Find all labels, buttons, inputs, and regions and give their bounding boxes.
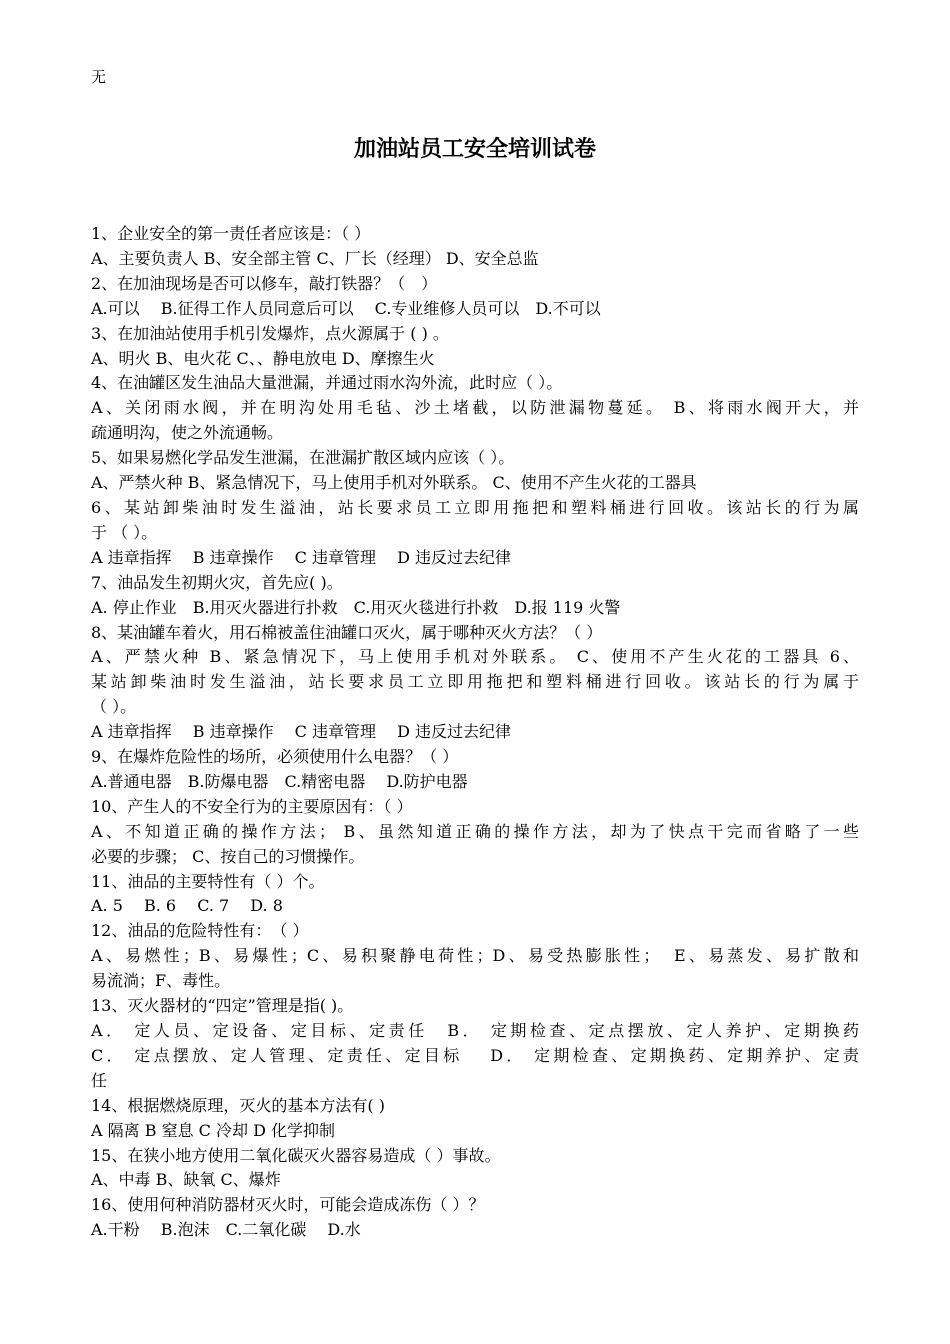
exam-line: A、严禁火种 B、紧急情况下，马上使用手机对外联系。 C、使用不产生火花的工器具 — [91, 473, 697, 493]
exam-line: 易流淌；F、毒性。 — [91, 971, 231, 991]
exam-line: 14、根据燃烧原理，灭火的基本方法有( ) — [91, 1095, 385, 1115]
exam-line: A、不知道正确的操作方法； B、虽然知道正确的操作方法，却为了快点干完而省略了一些 — [91, 821, 859, 841]
exam-line: 于 （ ）。 — [91, 522, 158, 542]
exam-line: 某站卸柴油时发生溢油，站长要求员工立即用拖把和塑料桶进行回收。该站长的行为属于 — [91, 672, 859, 692]
exam-line: 7、油品发生初期火灾，首先应( )。 — [91, 572, 343, 592]
page-title: 加油站员工安全培训试卷 — [353, 136, 596, 162]
exam-line: A、易燃性；B、易爆性；C、易积聚静电荷性；D、易受热膨胀性； E、易蒸发、易扩散和 — [91, 946, 859, 966]
exam-line: A. 5 B. 6 C. 7 D. 8 — [91, 896, 283, 916]
exam-line: 2、在加油现场是否可以修车，敲打铁器？（ ） — [91, 273, 438, 293]
exam-line: 9、在爆炸危险性的场所，必须使用什么电器？（ ） — [91, 747, 459, 767]
exam-line: 4、在油罐区发生油品大量泄漏，并通过雨水沟外流，此时应（ ）。 — [91, 373, 563, 393]
exam-line: 5、如果易燃化学品发生泄漏，在泄漏扩散区域内应该（ ）。 — [91, 448, 515, 468]
exam-line: 必要的步骤； C、按自己的习惯操作。 — [91, 846, 365, 866]
exam-line: A 隔离 B 窒息 C 冷却 D 化学抑制 — [91, 1120, 335, 1140]
exam-line: A.干粉 B.泡沫 C.二氧化碳 D.水 — [91, 1220, 361, 1240]
exam-line: A 违章指挥 B 违章操作 C 违章管理 D 违反过去纪律 — [91, 547, 511, 567]
exam-line: A.普通电器 B.防爆电器 C.精密电器 D.防护电器 — [91, 771, 468, 791]
exam-line: 11、油品的主要特性有（ ）个。 — [91, 871, 325, 891]
exam-line: 10、产生人的不安全行为的主要原因有：（ ） — [91, 796, 413, 816]
exam-line: A、明火 B、电火花 C、、静电放电 D、摩擦生火 — [91, 348, 435, 368]
exam-line: A、中毒 B、缺氧 C、爆炸 — [91, 1170, 281, 1190]
exam-line: A． 定人员、定设备、定目标、定责任 B． 定期检查、定点摆放、定人养护、定期换药 — [91, 1021, 859, 1040]
exam-line: A、主要负责人 B、安全部主管 C、厂长（经理） D、安全总监 — [91, 248, 539, 268]
exam-body — [91, 222, 859, 1243]
exam-line: 3、在加油站使用手机引发爆炸，点火源属于 ( ) 。 — [91, 323, 449, 343]
exam-line: 16、使用何种消防器材灭火时，可能会造成冻伤（ ）？ — [91, 1195, 485, 1215]
header-mark: 无 — [91, 68, 107, 86]
exam-line: C． 定点摆放、定人管理、定责任、定目标 D． 定期检查、定期换药、定期养护、定责 — [91, 1045, 859, 1065]
exam-line: A.可以 B.征得工作人员同意后可以 C.专业维修人员可以 D.不可以 — [91, 298, 601, 318]
exam-line: 8、某油罐车着火，用石棉被盖住油罐口灭火，属于哪种灭火方法？（ ） — [91, 622, 603, 642]
exam-line: A、严禁火种 B、紧急情况下，马上使用手机对外联系。 C、使用不产生火花的工器具 6、 — [91, 647, 859, 667]
exam-line: A. 停止作业 B.用灭火器进行扑救 C.用灭火毯进行扑救 D.报 119 火警 — [91, 597, 621, 617]
exam-line: A 违章指挥 B 违章操作 C 违章管理 D 违反过去纪律 — [91, 722, 511, 742]
exam-line: 1、企业安全的第一责任者应该是：（ ） — [91, 224, 371, 243]
exam-line: 任 — [91, 1070, 108, 1090]
exam-line: 6、某站卸柴油时发生溢油，站长要求员工立即用拖把和塑料桶进行回收。该站长的行为属 — [91, 497, 859, 517]
exam-line: A、关闭雨水阀，并在明沟处用毛毡、沙土堵截，以防泄漏物蔓延。 B、将雨水阀开大，并 — [91, 398, 859, 418]
exam-line: 13、灭火器材的“四定”管理是指( )。 — [91, 996, 354, 1016]
exam-line: 疏通明沟，使之外流通畅。 — [91, 423, 284, 443]
exam-line: 12、油品的危险特性有： （ ） — [91, 921, 309, 941]
exam-line: 15、在狭小地方使用二氧化碳灭火器容易造成（ ）事故。 — [91, 1145, 501, 1165]
exam-line: （ ）。 — [91, 697, 137, 717]
